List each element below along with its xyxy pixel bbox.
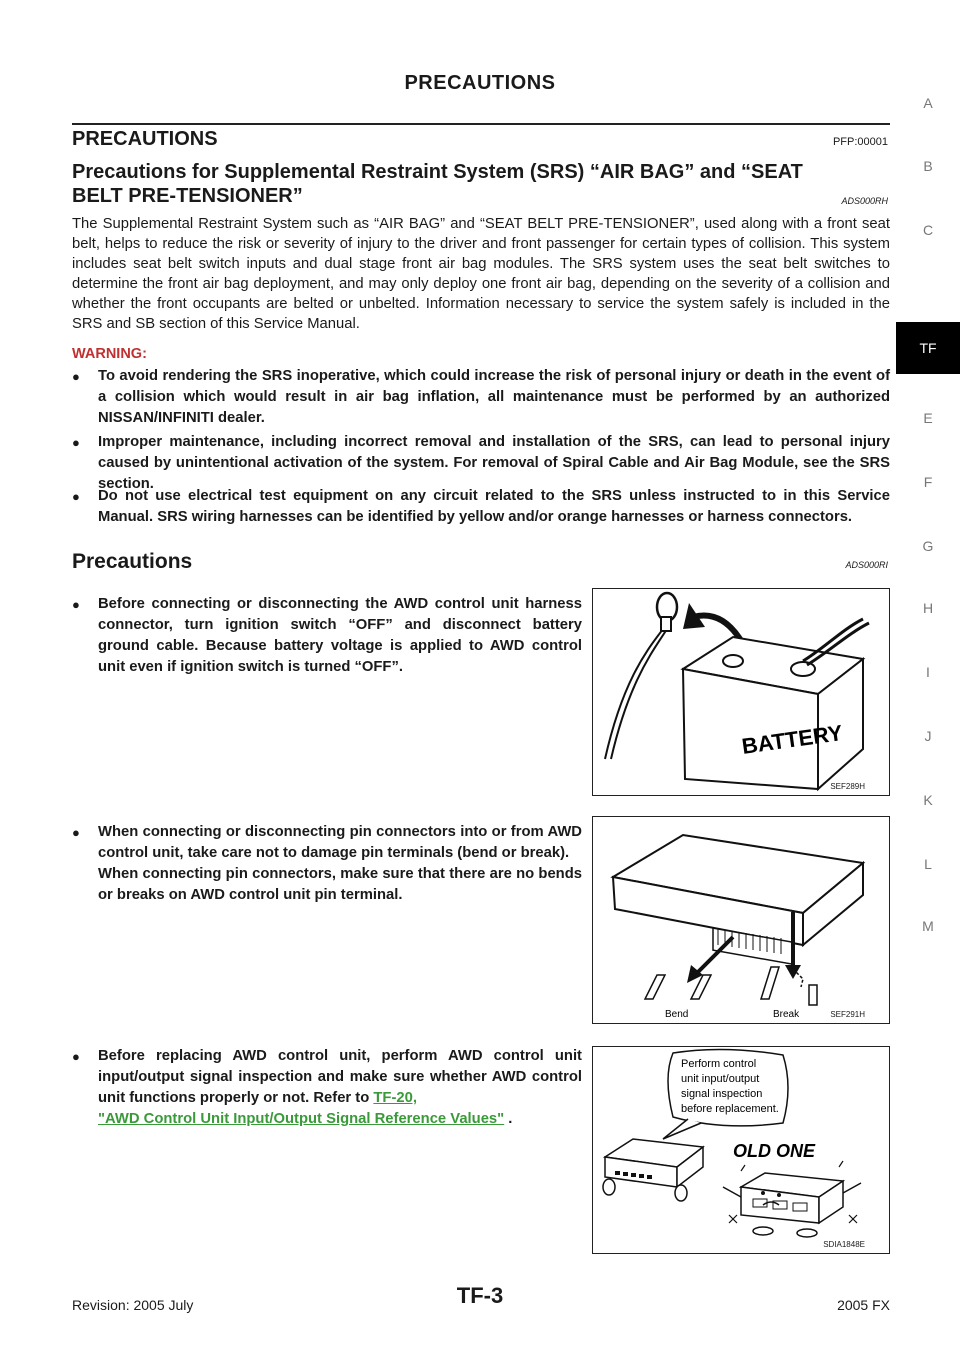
tab-l[interactable]: L [924,856,932,872]
bend-caption: Bend [665,1009,689,1020]
figure-label: SDIA1848E [823,1240,865,1249]
bullet-icon: ● [72,597,80,612]
bubble-line: Perform control [681,1058,757,1070]
precaution-item [72,1046,582,1130]
precaution-text-body: Before replacing AWD control unit, perform AWD control unit input/output signal inspection and make sure whether AWD control unit functions properly or not. Refer to [98,1048,582,1106]
bullet-icon: ● [72,825,80,840]
precaution-text: Before connecting or disconnecting the AWD control unit harness connector, turn ignition switch “OFF” and disconnect battery ground cable. Because battery voltage is applied to AWD control unit even if ignition switch is turned “OFF”. [98,596,582,675]
tab-a[interactable]: A [923,95,933,111]
old-one-banner: OLD ONE [733,1141,816,1161]
control-unit-replacement-illustration-icon [593,1047,890,1254]
precaution-item [72,822,582,906]
figure-battery [592,588,890,796]
warning-text: To avoid rendering the SRS inoperative, which could increase the risk of personal injury or death in the event of a collision which would result in air bag inflation, all maintenance must be performed by an authorized NISSAN/INFINITI dealer. [98,368,890,426]
warning-label: WARNING: [72,346,147,362]
precautions-code: ADS000RI [845,560,888,570]
control-unit-pins-illustration-icon [593,817,890,1024]
section-code: PFP:00001 [832,136,888,148]
precaution-text-part2: When connecting pin connectors, make sure that there are no bends or breaks on AWD control unit pin terminal. [98,866,582,903]
bullet-icon: ● [72,1049,80,1064]
footer-revision: Revision: 2005 July [72,1297,194,1313]
bullet-icon: ● [72,435,80,450]
bubble-line: signal inspection [681,1088,763,1100]
tab-e[interactable]: E [923,410,933,426]
reference-link-title[interactable]: "AWD Control Unit Input/Output Signal Reference Values" [98,1111,505,1127]
figure-control-unit-pins [592,816,890,1024]
warning-text: Do not use electrical test equipment on any circuit related to the SRS unless instructed to in this Service Manual. SRS wiring harnesses can be identified by yellow and/or orange harnesses or harness connectors. [98,488,890,525]
figure-label: SEF291H [830,1010,865,1019]
warning-text: Improper maintenance, including incorrect removal and installation of the SRS, can lead to personal injury caused by unintentional activation of the system. For removal of Spiral Cable and Air Bag Module, see the SRS section. [98,434,890,492]
warning-item [72,366,890,429]
warning-item [72,486,890,528]
battery-caption: BATTERY [740,720,845,759]
header-divider [72,123,890,125]
precaution-text-tail: . [504,1111,513,1127]
bubble-line: before replacement. [681,1103,779,1115]
tab-g[interactable]: G [922,538,934,554]
tab-j[interactable]: J [924,728,932,744]
break-caption: Break [773,1009,800,1020]
reference-link-page[interactable]: TF-20, [373,1090,417,1106]
tab-m[interactable]: M [922,918,934,934]
tab-i[interactable]: I [926,664,930,680]
figure-label: SEF289H [830,782,865,791]
footer-model: 2005 FX [837,1297,890,1313]
tab-f[interactable]: F [923,474,933,490]
battery-illustration-icon [593,589,890,796]
precaution-item [72,594,582,678]
tab-k[interactable]: K [923,792,933,808]
precaution-text [98,822,582,906]
precaution-text [98,1046,582,1130]
srs-title-line2: BELT PRE-TENSIONER” [72,185,303,207]
bullet-icon: ● [72,489,80,504]
page-header-title: PRECAUTIONS [404,72,556,94]
tab-b[interactable]: B [923,158,933,174]
precautions-title: Precautions [72,550,193,573]
bubble-line: unit input/output [681,1073,760,1085]
section-title: PRECAUTIONS [72,128,218,150]
bullet-icon: ● [72,369,80,384]
precaution-text-part1: When connecting or disconnecting pin connectors into or from AWD control unit, take care not to damage pin terminals (bend or break). [98,824,582,861]
srs-title-line1: Precautions for Supplemental Restraint System (SRS) “AIR BAG” and “SEAT [72,161,803,183]
tab-tf[interactable]: TF [896,322,960,374]
figure-control-unit-replacement [592,1046,890,1254]
srs-paragraph: The Supplemental Restraint System such as “AIR BAG” and “SEAT BELT PRE-TENSIONER”, used along with a front seat belt, helps to reduce the risk or severity of injury to the driver and front passenger for certain types of collision. This system includes seat belt switch inputs and dual stage front air bag modules. The SRS system uses the seat belt switches to determine the front air bag deployment, and may only deploy one front air bag, depending on the severity of a collision and whether the front occupants are belted or unbelted. Information necessary to service the system safely is included in the SRS and SB section of this Service Manual. [72,216,890,332]
tab-c[interactable]: C [922,222,934,238]
footer-page-number: TF-3 [456,1283,504,1308]
tab-h[interactable]: H [922,600,934,616]
srs-code: ADS000RH [841,196,888,206]
